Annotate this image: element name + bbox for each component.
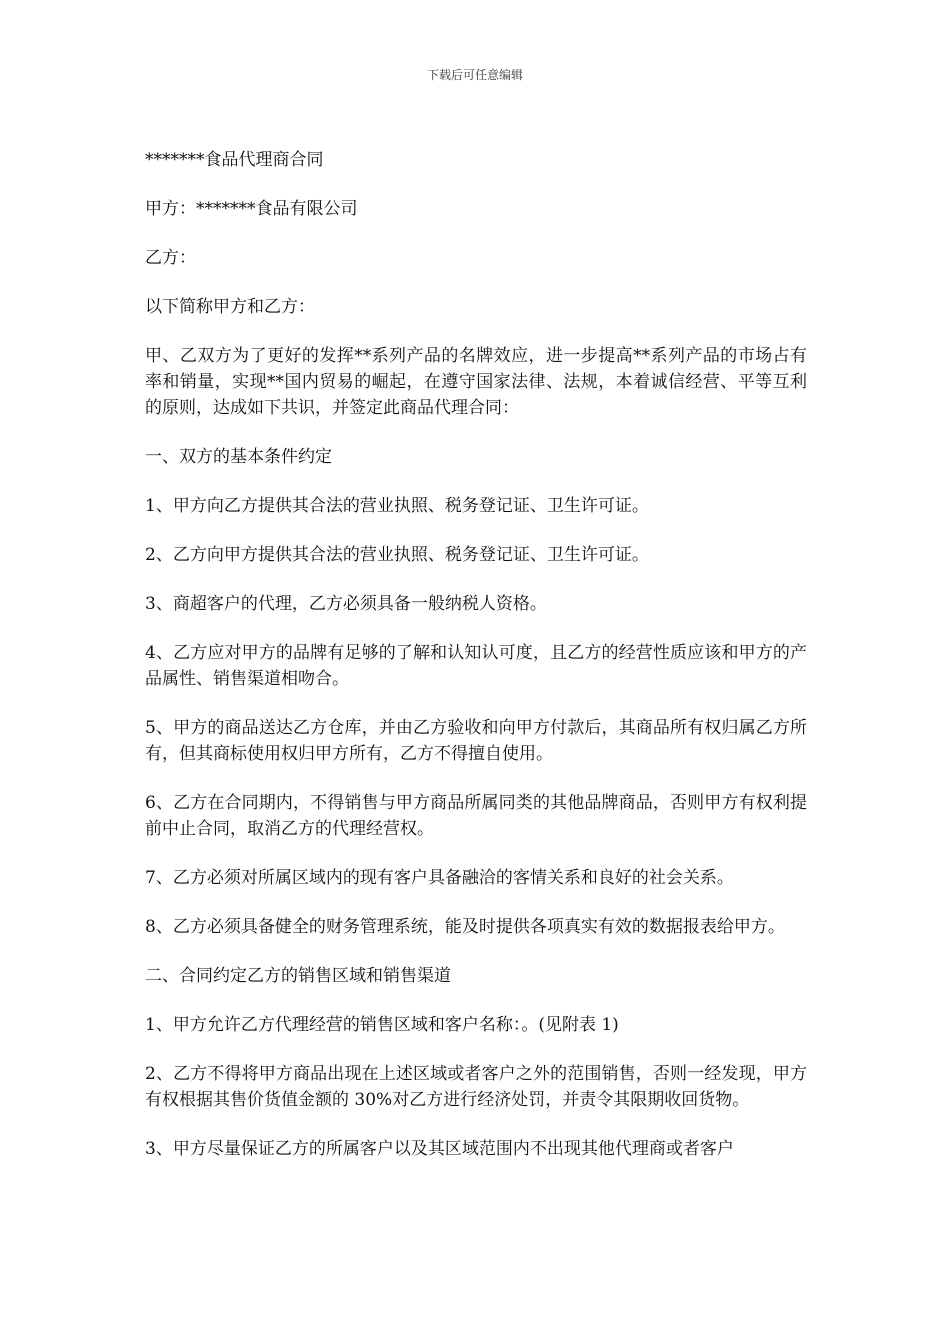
clause-1-4: 4、乙方应对甲方的品牌有足够的了解和认知认可度，且乙方的经营性质应该和甲方的产品属性、销售渠道相吻合。 bbox=[145, 643, 807, 689]
page-header-note: 下载后可任意编辑 bbox=[426, 68, 523, 82]
clause-1-7: 7、乙方必须对所属区域内的现有客户具备融洽的客情关系和良好的社会关系。 bbox=[145, 868, 734, 888]
party-a-line: 甲方：*******食品有限公司 bbox=[145, 199, 358, 219]
abbreviation-note: 以下简称甲方和乙方： bbox=[145, 297, 315, 317]
clause-1-6: 6、乙方在合同期内，不得销售与甲方商品所属同类的其他品牌商品，否则甲方有权利提前中止合同，取消乙方的代理经营权。 bbox=[145, 793, 807, 839]
clause-1-1: 1、甲方向乙方提供其合法的营业执照、税务登记证、卫生许可证。 bbox=[145, 496, 649, 516]
document-body bbox=[145, 147, 807, 1185]
clause-2-2: 2、乙方不得将甲方商品出现在上述区域或者客户之外的范围销售，否则一经发现，甲方有权根据其售价货值金额的 30%对乙方进行经济处罚，并责令其限期收回货物。 bbox=[145, 1064, 807, 1110]
party-b-line: 乙方： bbox=[145, 248, 196, 268]
clause-1-5: 5、甲方的商品送达乙方仓库，并由乙方验收和向甲方付款后，其商品所有权归属乙方所有，但其商标使用权归甲方所有，乙方不得擅自使用。 bbox=[145, 718, 807, 764]
clause-1-2: 2、乙方向甲方提供其合法的营业执照、税务登记证、卫生许可证。 bbox=[145, 545, 649, 565]
section-heading-1: 一、双方的基本条件约定 bbox=[145, 447, 332, 467]
contract-title: *******食品代理商合同 bbox=[145, 150, 324, 170]
section-heading-2: 二、合同约定乙方的销售区域和销售渠道 bbox=[145, 966, 451, 986]
clause-2-1: 1、甲方允许乙方代理经营的销售区域和客户名称：。(见附表 1) bbox=[145, 1015, 619, 1035]
clause-1-8: 8、乙方必须具备健全的财务管理系统，能及时提供各项真实有效的数据报表给甲方。 bbox=[145, 917, 785, 937]
clause-1-3: 3、商超客户的代理，乙方必须具备一般纳税人资格。 bbox=[145, 594, 547, 614]
preamble-paragraph: 甲、乙双方为了更好的发挥**系列产品的名牌效应，进一步提高**系列产品的市场占有率和销量，实现**国内贸易的崛起，在遵守国家法律、法规，本着诚信经营、平等互利的原则，达成如下共识，并签定此商品代理合同： bbox=[145, 346, 807, 418]
clause-2-3: 3、甲方尽量保证乙方的所属客户以及其区域范围内不出现其他代理商或者客户 bbox=[145, 1139, 734, 1159]
